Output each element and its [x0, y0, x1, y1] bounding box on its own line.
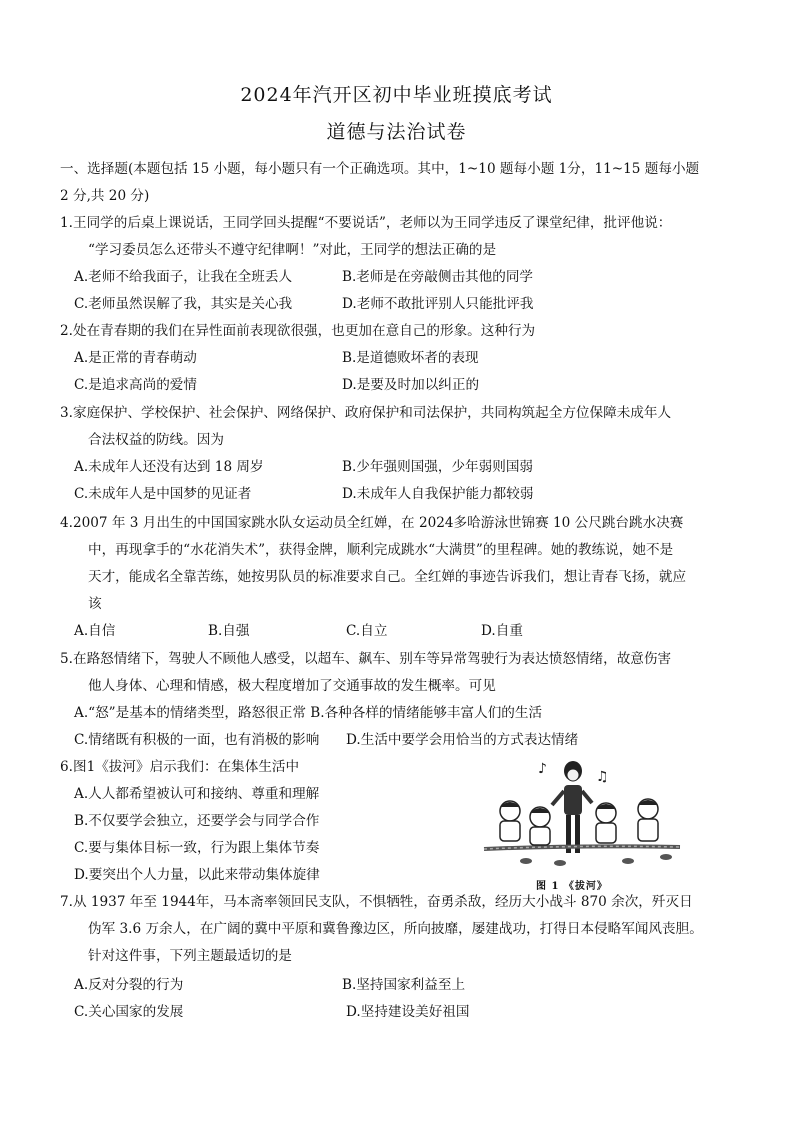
question-1-option-d: D.老师不敢批评别人只能批评我 — [342, 296, 534, 312]
question-2-option-b: B.是道德败坏者的表现 — [342, 350, 479, 366]
question-5-stem-line-2: 他人身体、心理和情感，极大程度增加了交通事故的发生概率。可见 — [88, 678, 496, 694]
question-7-stem-line-2: 伪军 3.6 万余人，在广阔的冀中平原和冀鲁豫边区，所向披靡，屡建战功，打得日本侵略军闻风丧胆。 — [88, 921, 703, 937]
question-7-option-c: C.关心国家的发展 — [74, 1004, 184, 1020]
section-intro-line-2: 2 分,共 20 分) — [60, 188, 150, 204]
question-5-option-a-b: A.“怒”是基本的情绪类型，路怒很正常 B.各种各样的情绪能够丰富人们的生活 — [74, 705, 543, 721]
question-5-stem-line-1: 5.在路怒情绪下，驾驶人不顾他人感受，以超车、飙车、别车等异常驾驶行为表达愤怒情绪，故意伤害 — [60, 651, 672, 667]
question-3-option-a: A.未成年人还没有达到 18 周岁 — [74, 459, 264, 475]
question-4-stem-line-2: 中，再现拿手的“水花消失术”，获得金牌，顺利完成跳水“大满贯”的里程碑。她的教练说，她不是 — [88, 542, 674, 558]
question-4-option-c: C.自立 — [346, 623, 388, 639]
exam-subtitle: 道德与法治试卷 — [326, 121, 467, 143]
question-5-option-d: D.生活中要学会用恰当的方式表达情绪 — [346, 732, 579, 748]
question-3-option-d: D.未成年人自我保护能力都较弱 — [342, 486, 534, 502]
question-6-option-d: D.要突出个人力量，以此来带动集体旋律 — [74, 867, 320, 883]
svg-text:♫: ♫ — [596, 769, 609, 785]
question-7-stem-line-3: 针对这件事，下列主题最适切的是 — [88, 948, 292, 964]
question-7-option-a: A.反对分裂的行为 — [74, 977, 184, 993]
question-3-option-b: B.少年强则国强，少年弱则国弱 — [342, 459, 534, 475]
question-6-option-c: C.要与集体目标一致，行为跟上集体节奏 — [74, 840, 320, 856]
question-4-option-d: D.自重 — [481, 623, 523, 639]
question-2-option-d: D.是要及时加以纠正的 — [342, 377, 480, 393]
question-7-option-d: D.坚持建设美好祖国 — [346, 1004, 470, 1020]
question-6-option-a: A.人人都希望被认可和接纳、尊重和理解 — [74, 786, 320, 802]
question-2-option-a: A.是正常的青春萌动 — [74, 350, 197, 366]
question-1-option-a: A.老师不给我面子，让我在全班丢人 — [74, 269, 293, 285]
question-7-option-b: B.坚持国家利益至上 — [342, 977, 466, 993]
question-1-stem-line-2: “学习委员怎么还带头不遵守纪律啊！”对此，王同学的想法正确的是 — [88, 242, 497, 258]
question-2-stem-line-1: 2.处在青春期的我们在异性面前表现欲很强，也更加在意自己的形象。这种行为 — [60, 323, 536, 339]
question-4-option-a: A.自信 — [74, 623, 116, 639]
question-1-option-b: B.老师是在旁敲侧击其他的同学 — [342, 269, 534, 285]
question-7-stem-line-1: 7.从 1937 年至 1944年，马本斋率领回民支队，不惧牺牲，奋勇杀敌，经历大小战斗 870 余次，歼灭日 — [60, 894, 693, 910]
question-2-option-c: C.是追求高尚的爱情 — [74, 377, 197, 393]
question-4-stem-line-3: 天才，能成名全靠苦练，她按男队员的标准要求自己。全红婵的事迹告诉我们，想让青春飞扬，就应 — [88, 569, 687, 585]
section-intro-line-1: 一、选择题(本题包括 15 小题，每小题只有一个正确选项。其中，1~10 题每小题 1分，11~15 题每小题 — [60, 161, 700, 177]
tug-of-war-illustration — [478, 757, 683, 875]
question-3-option-c: C.未成年人是中国梦的见证者 — [74, 486, 252, 502]
question-5-option-c: C.情绪既有积极的一面，也有消极的影响 — [74, 732, 320, 748]
question-1-stem-line-1: 1.王同学的后桌上课说话，王同学回头提醒“不要说话”，老师以为王同学违反了课堂纪律，批评他说： — [60, 215, 672, 231]
question-4-stem-line-4: 该 — [88, 596, 102, 612]
question-3-stem-line-1: 3.家庭保护、学校保护、社会保护、网络保护、政府保护和司法保护，共同构筑起全方位保障未成年人 — [60, 405, 672, 421]
question-3-stem-line-2: 合法权益的防线。因为 — [88, 432, 224, 448]
question-4-option-b: B.自强 — [208, 623, 250, 639]
figure-caption: 图 1 《拔河》 — [536, 881, 608, 892]
question-6-stem-line-1: 6.图1《拔河》启示我们：在集体生活中 — [60, 759, 300, 775]
question-1-option-c: C.老师虽然误解了我，其实是关心我 — [74, 296, 293, 312]
question-6-option-b: B.不仅要学会独立，还要学会与同学合作 — [74, 813, 320, 829]
exam-title: 2024年汽开区初中毕业班摸底考试 — [240, 84, 553, 106]
svg-text:♪: ♪ — [538, 761, 547, 777]
question-4-stem-line-1: 4.2007 年 3 月出生的中国国家跳水队女运动员全红婵，在 2024多哈游泳世锦赛 10 公尺跳台跳水决赛 — [60, 515, 684, 531]
